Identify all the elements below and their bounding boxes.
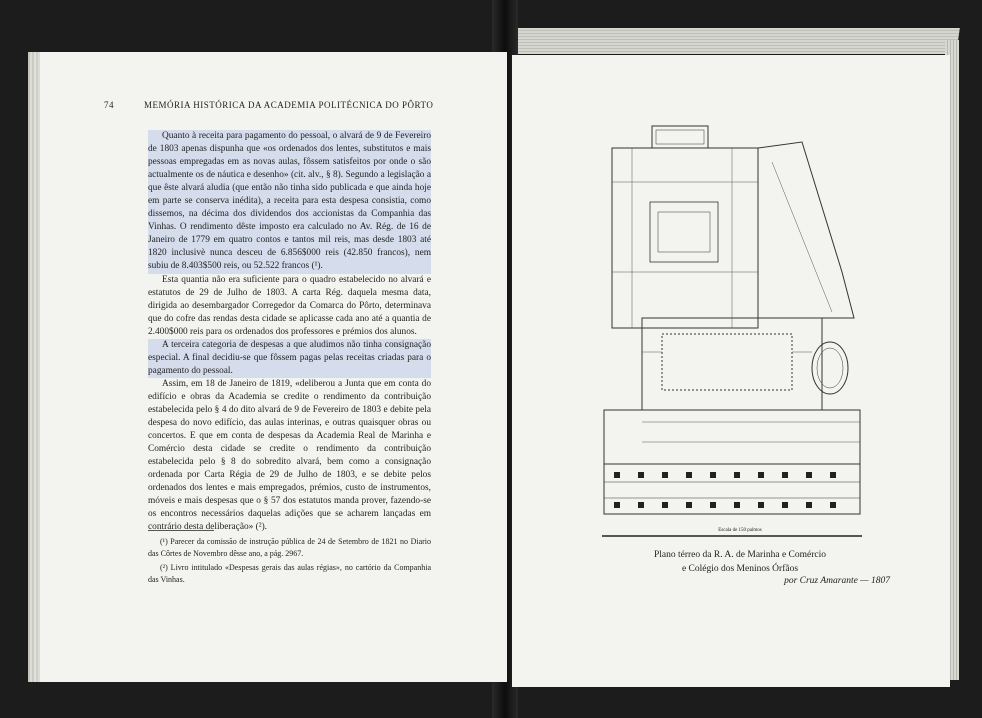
plan-scale-label: Escala de 150 palmos [718, 528, 762, 533]
footnote: (¹) Parecer da comissão de instrução pública de 24 de Setembro de 1821 no Diario das Côrtes de Novembro dêsse ano, a pág. 2967. [148, 537, 431, 558]
caption-line: Plano térreo da R. A. de Marinha e Comércio [653, 550, 826, 560]
floor-plan-illustration [602, 122, 862, 540]
footnote-rule [148, 530, 214, 531]
plan-credit: por Cruz Amarante — 1807 [784, 576, 890, 586]
running-title: MEMÓRIA HISTÓRICA DA ACADEMIA POLITÉCNICA DO PÔRTO [144, 100, 434, 110]
body-text [148, 130, 431, 534]
page-block-top-edge [496, 28, 960, 54]
floor-plan-drawing [602, 122, 862, 540]
footnotes [148, 536, 431, 588]
footnote: (²) Livro intitulado «Despesas gerais das aulas régias», no cartório da Companhia das Vinhas. [148, 563, 431, 584]
plan-caption [640, 548, 840, 576]
paragraph: Quanto à receita para pagamento do pessoal, o alvará de 9 de Fevereiro de 1803 apenas dispunha que «os ordenados dos lentes, substitutos e mais pessoas empregadas em as novas aulas, fôssem satisfeitos por onde o são actualmente os de náutica e desenho» (cit. alv., § 8). Segundo a legislação a que êste alvará aludia (que então não tinha sido publicada e que ainda hoje em parte se conserva inédita), a receita para esta despesa consistia, como dissemos, na décima dos dividendos dos accionistas da Companhia das Vinhas. O rendimento dêste imposto era calculado no Av. Rég. de 16 de Janeiro de 1779 em quatro contos e tantos mil reis, mas desde 1803 até 1820 inclusivè nunca desceu de 6.856$000 reis (42.850 francos), nem subiu de 8.403$500 reis, ou 52.522 francos (¹). [148, 130, 431, 274]
caption-line: e Colégio dos Meninos Órfãos [681, 564, 799, 574]
paragraph: Esta quantia não era suficiente para o quadro estabelecido no alvará e estatutos de 29 de Julho de 1803. A carta Rég. daquela mesma data, dirigida ao desembargador Corregedor da Comarca do Pôrto, determinava que do cofre das rendas desta cidade se aplicasse cada ano até a quantia de 2.400$000 reis para os ordenados dos professores e prémios dos alunos. [148, 274, 431, 337]
page-number: 74 [104, 100, 114, 110]
paragraph: A terceira categoria de despesas a que aludimos não tinha consignação especial. A final decidiu-se que fôssem pagas pelas receitas criadas para o pagamento do pessoal. [148, 339, 431, 378]
paragraph: Assim, em 18 de Janeiro de 1819, «deliberou a Junta que em conta do edifício e obras da Academia se credite o rendimento da contribuição estabelecida pelo § 4 do dito alvará de 9 de Fevereiro de 1803 e debite pela despesa do novo edifício, das aulas interinas, e outras quaisquer obras ou concertos. E que em conta de despesas da Academia Real de Marinha e Comércio desta cidade se credite o rendimento da contribuição estabelecida pelo § 8 do sobredito alvará, bem como a consignação ordenada por Carta Régia de 29 de Julho de 1803, e se debite pelos ordenados dos lentes e mais empregados, prémios, custo de instrumentos, móveis e mais despesas que o § 57 dos estatutos manda prover, fazendo-se os encontros necessários daquelas adições que se acharem lançadas em contrário desta deliberação» (²). [148, 378, 431, 533]
